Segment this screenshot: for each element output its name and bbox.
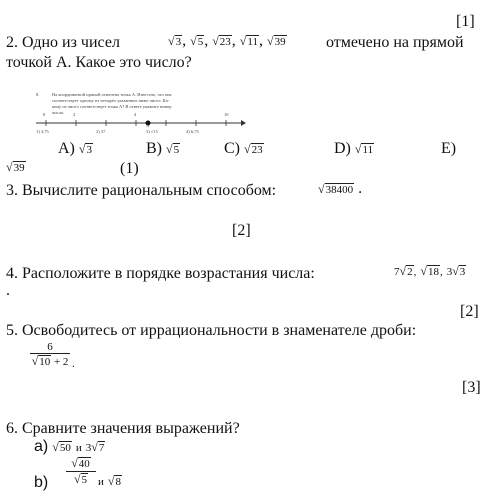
score-mark: [2] (232, 222, 251, 239)
option-a: A) √3 (58, 140, 92, 157)
score-mark: [2] (460, 303, 479, 320)
sqrt-39: √39 (266, 34, 286, 48)
embedded-option-4: 4) 6,75 (186, 129, 199, 134)
option-e-value: √39 (6, 160, 25, 174)
embedded-text-2: соответствует одному из четырёх указанных ниже чисел. Ка- (52, 98, 170, 103)
sqrt-11: √11 (239, 34, 258, 48)
question-2-line2: точкой А. Какое это число? (6, 54, 192, 71)
question-2-tail: отмечено на прямой (326, 34, 464, 51)
point-a-label: A (146, 123, 150, 128)
question-5-text: 5. Освободитесь от иррациональности в знаменателе дроби: (6, 322, 417, 339)
sqrt-5: √5 (190, 34, 204, 48)
question-3-expression: √38400 . (318, 180, 363, 197)
score-mark: [3] (462, 379, 481, 396)
embedded-index: 8. (36, 92, 40, 97)
option-b: B) √5 (146, 140, 180, 157)
question-6-b-right: и √8 (98, 474, 121, 488)
embedded-option-1: 1) 3,75 (36, 129, 49, 134)
embedded-text-1: На координатной прямой отмечена точка A. Известно, что она (52, 92, 172, 97)
tick-10: 10 (224, 112, 229, 117)
question-6-b-fraction: $\frac{√40}{√5}$ (66, 456, 96, 487)
embedded-text-3: кому из чисел соответствует точка A? В ответе укажите номер (52, 104, 172, 109)
embedded-problem-image (36, 92, 246, 136)
score-mark: (1) (120, 160, 139, 177)
question-4-dot: . (6, 282, 10, 299)
question-2-text: 2. Одно из чисел (6, 34, 120, 51)
tick-2: 2 (73, 112, 76, 117)
tick-0: 0 (43, 112, 46, 117)
question-6-a: а) √50 и 3√7 (34, 438, 105, 455)
option-d: D) √11 (334, 140, 374, 157)
question-3-text: 3. Вычислите рациональным способом: (6, 182, 277, 199)
sqrt-3: √3 (168, 34, 182, 48)
question-5-end: . (72, 358, 75, 370)
embedded-option-2: 2) 37 (96, 129, 106, 134)
question-6-text: 6. Сравните значения выражений? (6, 420, 240, 437)
question-5-fraction: $\frac{6}{√10 + 2}$ (31, 341, 69, 368)
question-6-b-label: b) (34, 474, 49, 491)
option-c: C) √23 (224, 140, 263, 157)
number-line (36, 114, 246, 130)
option-e-letter: E) (441, 140, 457, 157)
sqrt-23: √23 (212, 34, 231, 48)
embedded-text-4: числа. (52, 110, 65, 115)
score-mark: [1] (456, 13, 475, 30)
embedded-option-3: 3) √15 (146, 129, 158, 134)
question-2-numbers: √3, √5, √23, √11, √39 (168, 32, 286, 49)
question-4-text: 4. Расположите в порядке возрастания числа: (6, 265, 315, 282)
tick-4: 4 (134, 112, 137, 117)
question-4-numbers: 7√2, √18, 3√3 (394, 264, 466, 278)
